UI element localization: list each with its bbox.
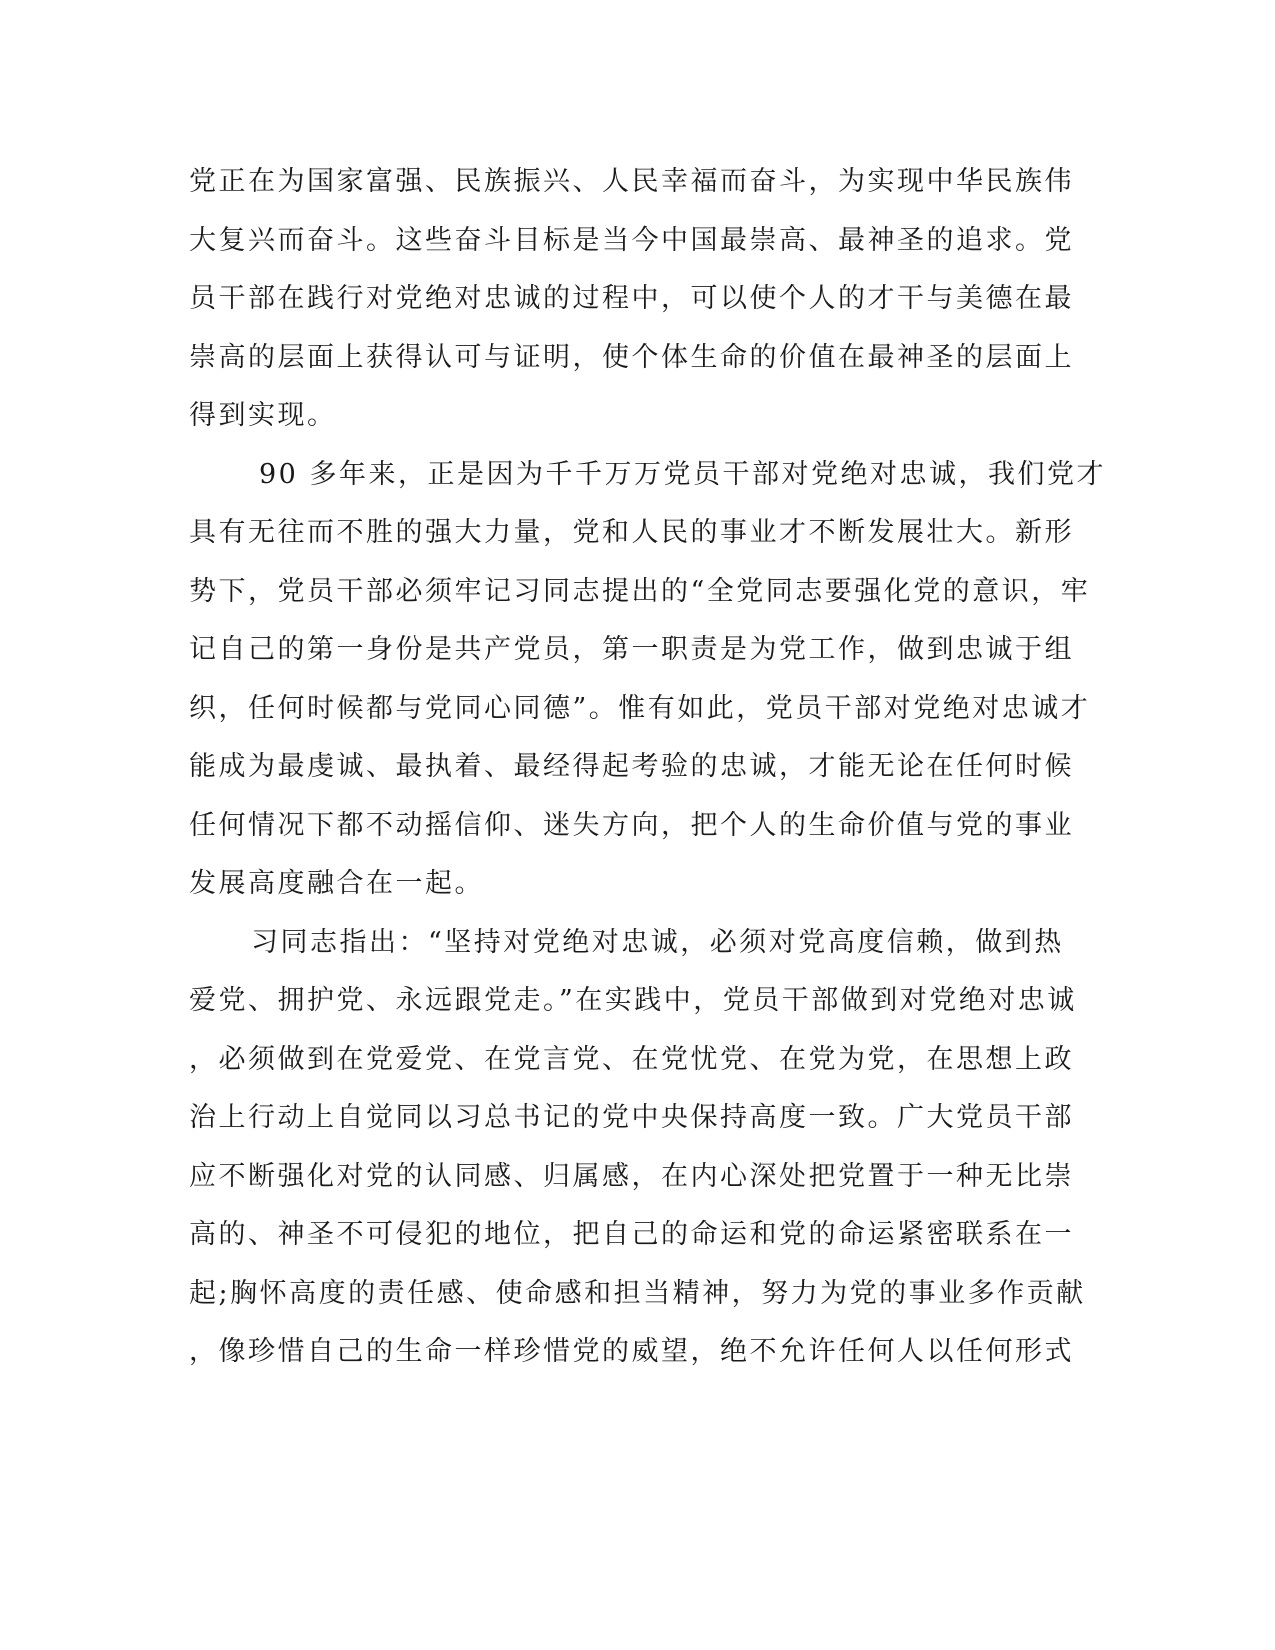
paragraph-line: ，像珍惜自己的生命一样珍惜党的威望，绝不允许任何人以任何形式 (189, 1336, 1074, 1367)
paragraph-line: 起;胸怀高度的责任感、使命感和担当精神，努力为党的事业多作贡献 (189, 1278, 1086, 1309)
paragraph-line: ，必须做到在党爱党、在党言党、在党忧党、在党为党，在思想上政 (189, 1044, 1074, 1075)
paragraph-line: 发展高度融合在一起。 (189, 868, 484, 899)
paragraph-line: 织，任何时候都与党同心同德”。惟有如此，党员干部对党绝对忠诚才 (189, 693, 1091, 724)
paragraph-line: 应不断强化对党的认同感、归属感，在内心深处把党置于一种无比崇 (189, 1161, 1074, 1192)
paragraph-line: 爱党、拥护党、永远跟党走。”在实践中，党员干部做到对党绝对忠诚 (189, 985, 1077, 1016)
paragraph-line: 90 多年来，正是因为千千万万党员干部对党绝对忠诚，我们党才 (259, 459, 1106, 490)
paragraph-line: 势下，党员干部必须牢记习同志提出的“全党同志要强化党的意识，牢 (189, 576, 1091, 607)
paragraph-line: 习同志指出：“坚持对党绝对忠诚，必须对党高度信赖，做到热 (251, 927, 1064, 958)
paragraph-line: 员干部在践行对党绝对忠诚的过程中，可以使个人的才干与美德在最 (189, 283, 1074, 314)
paragraph-line: 记自己的第一身份是共产党员，第一职责是为党工作，做到忠诚于组 (189, 634, 1074, 665)
paragraph-line: 任何情况下都不动摇信仰、迷失方向，把个人的生命价值与党的事业 (189, 810, 1074, 841)
paragraph-line: 崇高的层面上获得认可与证明，使个体生命的价值在最神圣的层面上 (189, 342, 1074, 373)
paragraph-line: 能成为最虔诚、最执着、最经得起考验的忠诚，才能无论在任何时候 (189, 751, 1074, 782)
paragraph-line: 高的、神圣不可侵犯的地位，把自己的命运和党的命运紧密联系在一 (189, 1219, 1074, 1250)
paragraph-line: 党正在为国家富强、民族振兴、人民幸福而奋斗，为实现中华民族伟 (189, 166, 1074, 197)
paragraph-line: 得到实现。 (189, 400, 337, 431)
paragraph-line: 大复兴而奋斗。这些奋斗目标是当今中国最崇高、最神圣的追求。党 (189, 225, 1074, 256)
paragraph-line: 具有无往而不胜的强大力量，党和人民的事业才不断发展壮大。新形 (189, 517, 1074, 548)
paragraph-line: 治上行动上自觉同以习总书记的党中央保持高度一致。广大党员干部 (189, 1102, 1074, 1133)
